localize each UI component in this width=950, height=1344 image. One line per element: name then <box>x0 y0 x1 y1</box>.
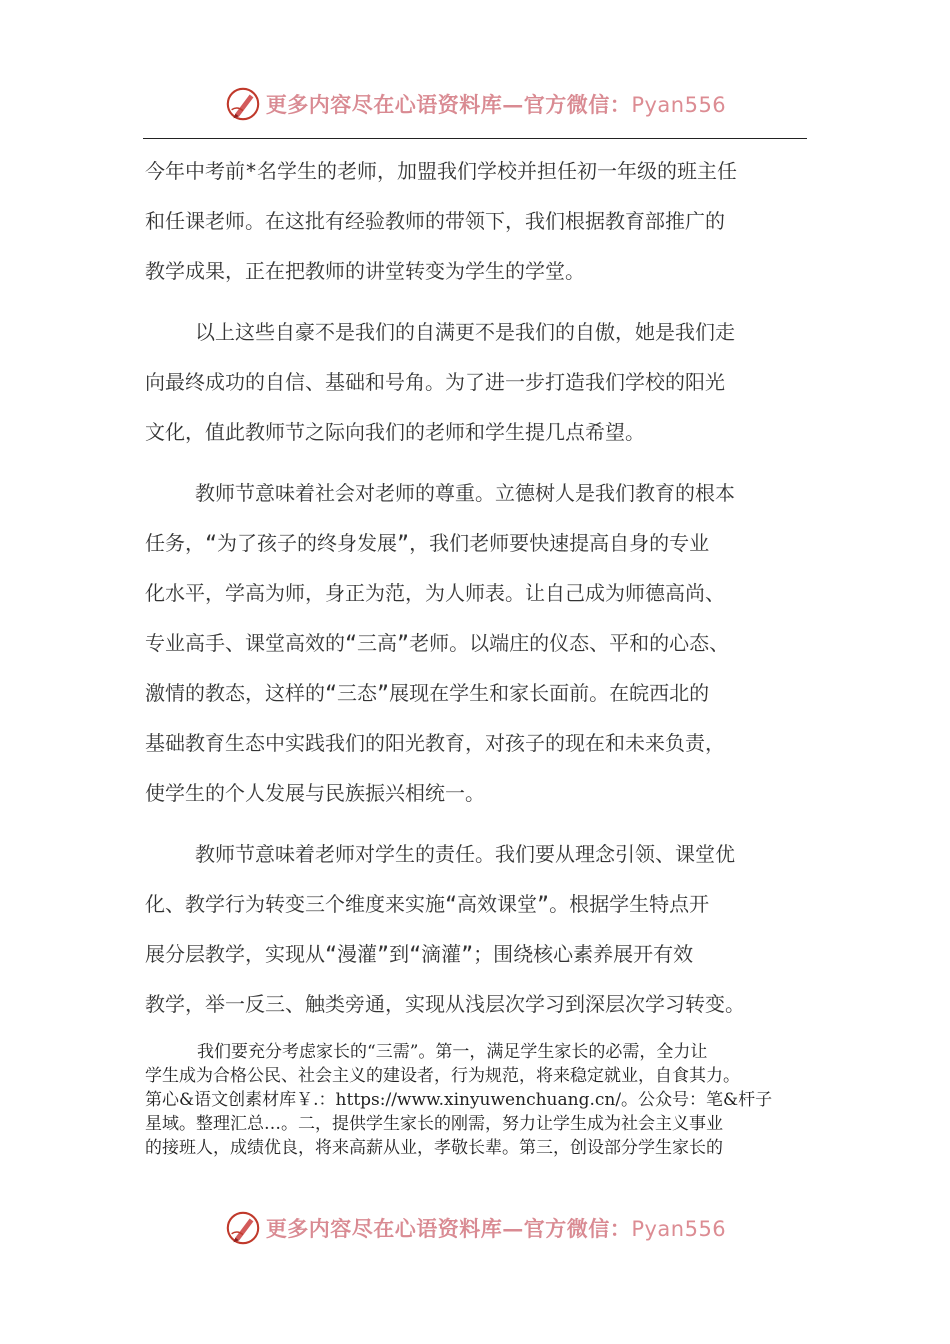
text-line: 我们要充分考虑家长的“三需”。第一，满足学生家长的必需，全力让 <box>197 1042 708 1062</box>
text-line: 任务，“为了孩子的终身发展”，我们老师要快速提高自身的专业 <box>145 531 710 555</box>
document-body <box>145 146 809 1029</box>
footer-banner <box>0 1206 950 1250</box>
text-line: 专业高手、课堂高效的“三高”老师。以端庄的仪态、平和的心态、 <box>145 631 730 655</box>
text-line: 向最终成功的自信、基础和号角。为了进一步打造我们学校的阳光 <box>145 370 725 394</box>
text-line: 和任课老师。在这批有经验教师的带领下，我们根据教育部推广的 <box>145 209 725 233</box>
text-line: 教学，举一反三、触类旁通，实现从浅层次学习到深层次学习转变。 <box>145 992 745 1016</box>
text-line: 基础教育生态中实践我们的阳光教育，对孩子的现在和未来负责， <box>145 731 725 755</box>
small-paragraph <box>145 1040 815 1160</box>
pen-logo-icon <box>224 1209 262 1247</box>
text-line: 化、教学行为转变三个维度来实施“高效课堂”。根据学生特点开 <box>145 892 710 916</box>
header-wechat-id: Pyan556 <box>631 93 727 117</box>
footer-banner-text: 更多内容尽在心语资料库—官方微信：Pyan556 <box>265 1216 727 1241</box>
text-line: 第心&语文创素材库￥.：https://www.xinyuwenchuang.cn/。公众号：笔&杆子 <box>145 1090 773 1110</box>
text-line: 文化，值此教师节之际向我们的老师和学生提几点希望。 <box>145 420 645 444</box>
pen-logo-icon <box>224 85 262 123</box>
text-line: 展分层教学，实现从“漫灌”到“滴灌”；围绕核心素养展开有效 <box>145 942 694 966</box>
text-line: 的接班人，成绩优良，将来高薪从业，孝敬长辈。第三，创设部分学生家长的 <box>145 1138 723 1158</box>
text-line: 教师节意味着社会对老师的尊重。立德树人是我们教育的根本 <box>195 481 735 505</box>
paragraph-2 <box>145 307 809 457</box>
paragraph-4 <box>145 829 809 1029</box>
text-line: 以上这些自豪不是我们的自满更不是我们的自傲，她是我们走 <box>195 320 735 344</box>
text-line: 激情的教态，这样的“三态”展现在学生和家长面前。在皖西北的 <box>145 681 710 705</box>
text-line: 化水平，学高为师，身正为范，为人师表。让自己成为师德高尚、 <box>145 581 725 605</box>
paragraph-3 <box>145 468 809 818</box>
header-banner-text: 更多内容尽在心语资料库—官方微信：Pyan556 <box>265 92 727 117</box>
text-line: 星域。整理汇总…。二，提供学生家长的刚需，努力让学生成为社会主义事业 <box>145 1114 723 1134</box>
text-line: 使学生的个人发展与民族振兴相统一。 <box>145 781 485 805</box>
text-line: 学生成为合格公民、社会主义的建设者，行为规范，将来稳定就业，自食其力。 <box>145 1066 740 1086</box>
text-line: 教师节意味着老师对学生的责任。我们要从理念引领、课堂优 <box>195 842 735 866</box>
header-banner <box>0 82 950 126</box>
text-line: 今年中考前*名学生的老师，加盟我们学校并担任初一年级的班主任 <box>145 159 738 183</box>
header-divider <box>143 138 807 139</box>
paragraph-1 <box>145 146 809 296</box>
footer-wechat-id: Pyan556 <box>631 1217 727 1241</box>
text-line: 教学成果，正在把教师的讲堂转变为学生的学堂。 <box>145 259 585 283</box>
